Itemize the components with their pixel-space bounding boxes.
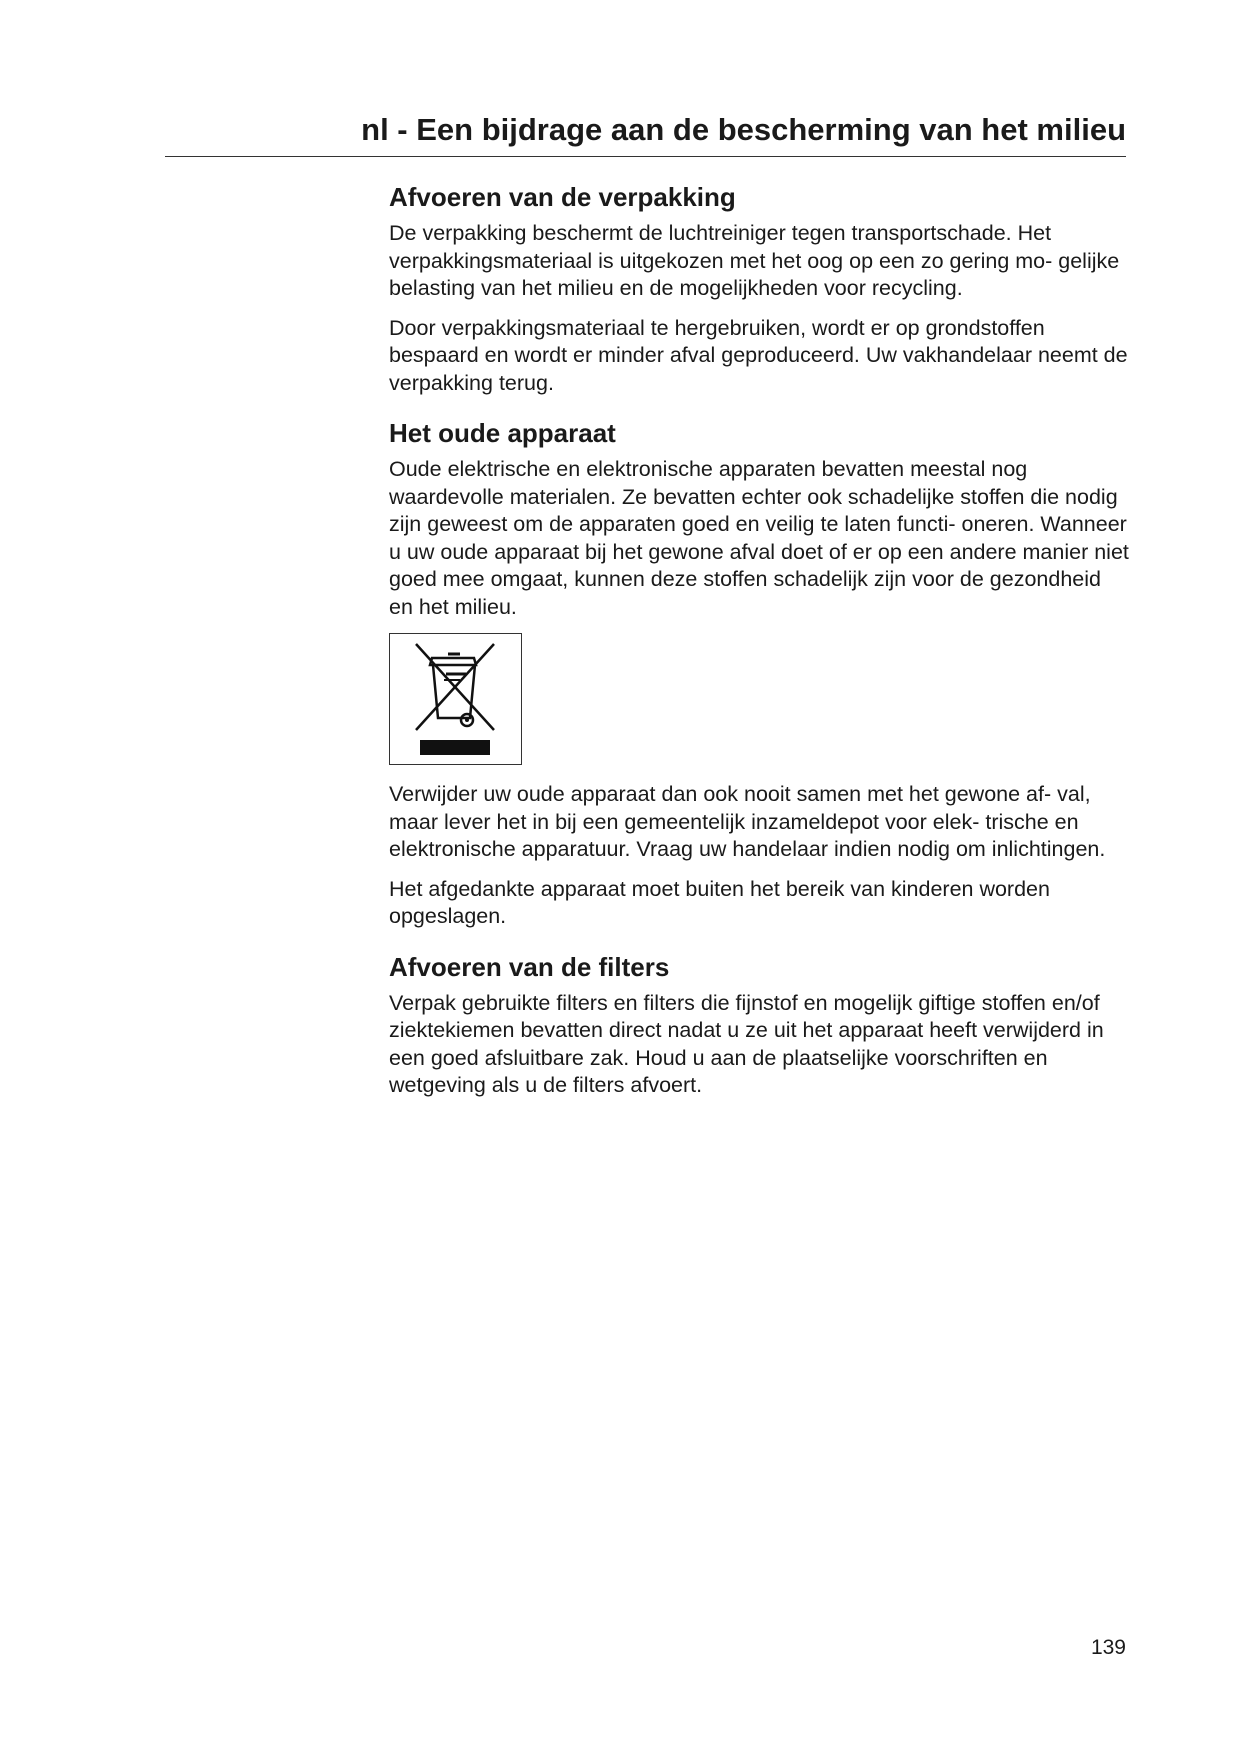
weee-symbol-box [389,633,522,765]
main-content [389,181,1129,1120]
paragraph: Door verpakkingsmateriaal te hergebruiken, wordt er op grondstoffen bespaard en wordt er minder afval geproduceerd. Uw vakhandelaar neemt de verpakking terug. [389,315,1128,395]
section-heading: Afvoeren van de filters [389,951,670,982]
paragraph: Verwijder uw oude apparaat dan ook nooit samen met het gewone af- val, maar lever het in bij een gemeentelijk inzameldepot voor elek- trische en elektronische apparatuur. Vraag uw handelaar indien nodig om inlichtingen. [389,782,1106,861]
paragraph: Verpak gebruikte filters en filters die fijnstof en mogelijk giftige stoffen en/of ziektekiemen bevatten direct nadat u ze uit het apparaat heeft verwijderd in een goed afsluitbare zak. Houd u aan de plaatselijke voorschriften en wetgeving als u de filters afvoert. [389,990,1104,1097]
page-number: 139 [1090,1636,1126,1659]
page-title: nl - Een bijdrage aan de bescherming van het milieu [361,112,1126,147]
crossed-out-wheelie-bin-icon [390,634,520,763]
page-header [165,110,1126,157]
section-packaging [389,181,1129,397]
paragraph: De verpakking beschermt de luchtreiniger tegen transportschade. Het verpakkingsmateriaal is uitgekozen met het oog op een zo gering mo- gelijke belasting van het milieu en de mogelijkheden voor recycling. [389,221,1120,300]
section-heading: Het oude apparaat [389,418,616,448]
paragraph: Het afgedankte apparaat moet buiten het bereik van kinderen worden opgeslagen. [389,876,1050,928]
section-heading: Afvoeren van de verpakking [389,182,736,212]
paragraph: Oude elektrische en elektronische apparaten bevatten meestal nog waardevolle materialen. Ze bevatten echter ook schadelijke stoffen die nodig zijn geweest om de apparaten goed en veilig te laten functi- oneren. Wanneer u uw oude apparaat bij het gewone afval doet of er op een andere manier niet goed mee omgaat, kunnen deze stoffen schadelijk zijn voor de gezondheid en het milieu. [389,457,1129,619]
section-filters [389,951,1129,1100]
section-old-appliance [389,417,1129,931]
